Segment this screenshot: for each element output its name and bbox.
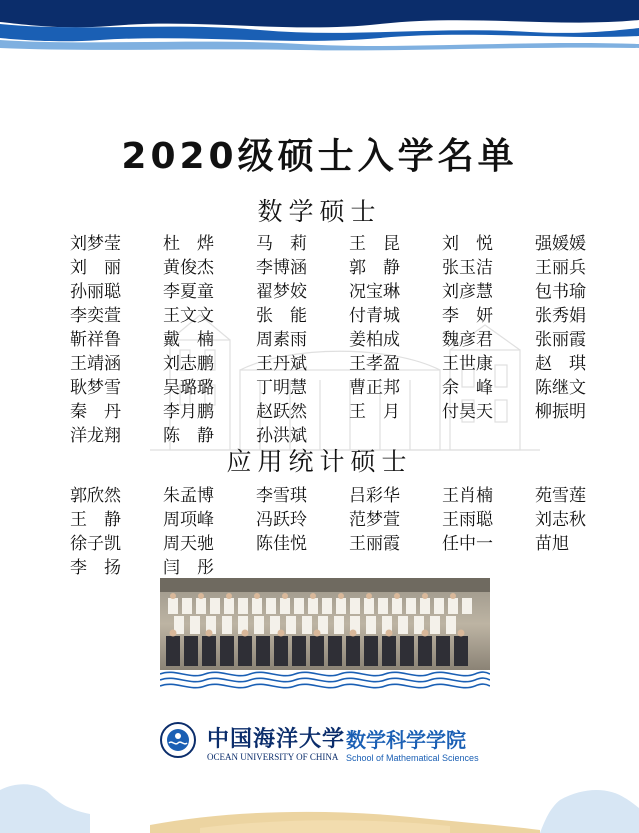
student-name: 李奕萱 — [70, 306, 121, 326]
student-name: 徐子凯 — [70, 534, 121, 554]
student-name: 王 昆 — [349, 234, 400, 254]
student-name: 吴璐璐 — [163, 378, 214, 398]
student-name: 刘志秋 — [535, 510, 586, 530]
student-name: 王丹斌 — [256, 354, 307, 374]
wave-ornament — [160, 668, 490, 692]
student-name: 洋龙翔 — [70, 426, 121, 446]
student-name: 王雨聪 — [442, 510, 493, 530]
student-name: 孙丽聪 — [70, 282, 121, 302]
student-name: 杜 烨 — [163, 234, 214, 254]
student-name: 陈佳悦 — [256, 534, 307, 554]
name-row — [70, 328, 628, 352]
student-name: 秦 丹 — [70, 402, 121, 422]
name-row — [70, 232, 628, 256]
student-name: 张秀娟 — [535, 306, 586, 326]
student-name: 余 峰 — [442, 378, 493, 398]
student-name: 周天驰 — [163, 534, 214, 554]
top-wave-band — [0, 0, 639, 52]
student-name: 靳祥鲁 — [70, 330, 121, 350]
student-name: 丁明慧 — [256, 378, 307, 398]
student-name: 郭欣然 — [70, 486, 121, 506]
bottom-wave-decoration — [0, 770, 639, 833]
name-row — [70, 508, 628, 532]
student-name: 李月鹏 — [163, 402, 214, 422]
name-row — [70, 484, 628, 508]
student-name: 赵 琪 — [535, 354, 586, 374]
student-name: 苑雪莲 — [535, 486, 586, 506]
student-name: 姜柏成 — [349, 330, 400, 350]
student-name: 王靖涵 — [70, 354, 121, 374]
student-name: 苗旭 — [535, 534, 569, 554]
student-name: 王世康 — [442, 354, 493, 374]
student-name: 刘梦莹 — [70, 234, 121, 254]
student-name: 张玉洁 — [442, 258, 493, 278]
student-name: 闫 彤 — [163, 558, 214, 578]
name-row — [70, 376, 628, 400]
student-name: 耿梦雪 — [70, 378, 121, 398]
name-row — [70, 556, 628, 580]
name-row — [70, 304, 628, 328]
student-name: 王丽兵 — [535, 258, 586, 278]
school-name-chinese: 数学科学学院 — [346, 728, 466, 752]
student-name: 周素雨 — [256, 330, 307, 350]
student-name: 范梦萱 — [349, 510, 400, 530]
student-name: 刘 丽 — [70, 258, 121, 278]
student-name: 陈继文 — [535, 378, 586, 398]
student-name: 李博涵 — [256, 258, 307, 278]
student-name: 李夏童 — [163, 282, 214, 302]
name-row — [70, 532, 628, 556]
student-name: 马 莉 — [256, 234, 307, 254]
group-photo — [160, 578, 490, 670]
student-name: 陈 静 — [163, 426, 214, 446]
school-name-english: School of Mathematical Sciences — [346, 753, 479, 763]
student-name: 王丽霞 — [349, 534, 400, 554]
name-row — [70, 256, 628, 280]
university-name-chinese: 中国海洋大学 — [207, 726, 346, 752]
page-title: 2020级硕士入学名单 — [121, 136, 518, 177]
student-name: 孙洪斌 — [256, 426, 307, 446]
student-name: 包书瑜 — [535, 282, 586, 302]
student-name: 王 月 — [349, 402, 400, 422]
student-name: 付青城 — [349, 306, 400, 326]
student-name: 王 静 — [70, 510, 121, 530]
student-name: 强媛媛 — [535, 234, 586, 254]
math-name-list — [70, 232, 628, 448]
student-name: 曹正邦 — [349, 378, 400, 398]
student-name: 赵跃然 — [256, 402, 307, 422]
student-name: 黄俊杰 — [163, 258, 214, 278]
student-name: 刘 悦 — [442, 234, 493, 254]
student-name: 郭 静 — [349, 258, 400, 278]
student-name: 王孝盈 — [349, 354, 400, 374]
statistics-name-list — [70, 484, 628, 580]
student-name: 刘志鹏 — [163, 354, 214, 374]
name-row — [70, 400, 628, 424]
student-name: 李 妍 — [442, 306, 493, 326]
student-name: 吕彩华 — [349, 486, 400, 506]
student-name: 任中一 — [442, 534, 493, 554]
student-name: 李 扬 — [70, 558, 121, 578]
student-name: 付昊天 — [442, 402, 493, 422]
student-name: 魏彦君 — [442, 330, 493, 350]
university-name-english: OCEAN UNIVERSITY OF CHINA — [207, 752, 339, 762]
student-name: 翟梦姣 — [256, 282, 307, 302]
student-name: 张 能 — [256, 306, 307, 326]
student-name: 冯跃玲 — [256, 510, 307, 530]
student-name: 朱孟博 — [163, 486, 214, 506]
student-name: 周项峰 — [163, 510, 214, 530]
student-name: 王肖楠 — [442, 486, 493, 506]
student-name: 况宝琳 — [349, 282, 400, 302]
name-row — [70, 352, 628, 376]
student-name: 李雪琪 — [256, 486, 307, 506]
section-heading-applied-statistics: 应用统计硕士 — [226, 447, 413, 476]
student-name: 张丽霞 — [535, 330, 586, 350]
name-row — [70, 280, 628, 304]
student-name: 戴 楠 — [163, 330, 214, 350]
section-heading-math: 数学硕士 — [257, 197, 382, 226]
student-name: 王文文 — [163, 306, 214, 326]
student-name: 柳振明 — [535, 402, 586, 422]
university-emblem-icon — [160, 722, 196, 758]
student-name: 刘彦慧 — [442, 282, 493, 302]
